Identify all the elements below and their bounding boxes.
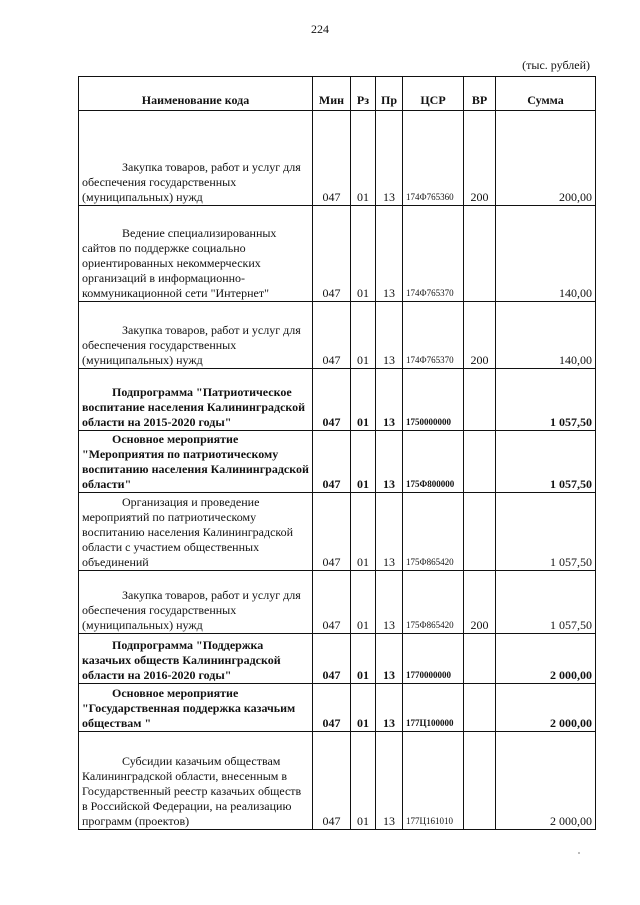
header-sum: Сумма — [496, 77, 596, 111]
row-pr: 13 — [376, 369, 403, 431]
row-sum: 2 000,00 — [496, 732, 596, 830]
row-vr: 200 — [464, 302, 496, 369]
row-vr: 200 — [464, 111, 496, 206]
row-sum: 1 057,50 — [496, 571, 596, 634]
row-min: 047 — [313, 732, 351, 830]
row-sum: 2 000,00 — [496, 684, 596, 732]
row-rz: 01 — [351, 634, 376, 684]
row-rz: 01 — [351, 571, 376, 634]
row-pr: 13 — [376, 206, 403, 302]
row-name: Основное мероприятие "Мероприятия по патриотическому воспитанию населения Калининградской области" — [79, 431, 313, 493]
row-min: 047 — [313, 431, 351, 493]
row-rz: 01 — [351, 206, 376, 302]
row-pr: 13 — [376, 634, 403, 684]
table-row — [79, 302, 596, 369]
row-name: Основное мероприятие "Государственная поддержка казачьим обществам " — [79, 684, 313, 732]
row-sum: 1 057,50 — [496, 493, 596, 571]
row-pr: 13 — [376, 111, 403, 206]
row-rz: 01 — [351, 684, 376, 732]
row-csr: 177Ц100000 — [403, 684, 464, 732]
row-csr: 177Ц161010 — [403, 732, 464, 830]
row-pr: 13 — [376, 302, 403, 369]
row-csr: 174Ф765370 — [403, 206, 464, 302]
row-rz: 01 — [351, 302, 376, 369]
header-pr: Пр — [376, 77, 403, 111]
row-name: Подпрограмма "Патриотическое воспитание населения Калининградской области на 2015-2020 годы" — [79, 369, 313, 431]
row-name: Закупка товаров, работ и услуг для обеспечения государственных (муниципальных) нужд — [79, 302, 313, 369]
row-rz: 01 — [351, 493, 376, 571]
units-label: (тыс. рублей) — [522, 58, 590, 72]
row-pr: 13 — [376, 732, 403, 830]
page-number: 224 — [311, 22, 329, 36]
row-vr — [464, 431, 496, 493]
row-name: Подпрограмма "Поддержка казачьих обществ Калининградской области на 2016-2020 годы" — [79, 634, 313, 684]
table-row — [79, 732, 596, 830]
table-row — [79, 684, 596, 732]
table-header-row — [79, 77, 596, 111]
row-sum: 140,00 — [496, 302, 596, 369]
row-min: 047 — [313, 634, 351, 684]
row-csr: 175Ф865420 — [403, 493, 464, 571]
header-vr: ВР — [464, 77, 496, 111]
row-sum: 2 000,00 — [496, 634, 596, 684]
row-min: 047 — [313, 111, 351, 206]
row-min: 047 — [313, 684, 351, 732]
row-csr: 1770000000 — [403, 634, 464, 684]
row-csr: 175Ф800000 — [403, 431, 464, 493]
row-pr: 13 — [376, 571, 403, 634]
table-row — [79, 634, 596, 684]
row-pr: 13 — [376, 493, 403, 571]
row-name: Ведение специализированных сайтов по поддержке социально ориентированных некоммерческих организаций в информационно-коммуникационной сети "Интернет" — [79, 206, 313, 302]
row-vr — [464, 634, 496, 684]
row-name: Закупка товаров, работ и услуг для обеспечения государственных (муниципальных) нужд — [79, 111, 313, 206]
budget-table — [78, 76, 596, 830]
row-csr: 174Ф765360 — [403, 111, 464, 206]
scan-speck — [578, 852, 580, 854]
row-csr: 175Ф865420 — [403, 571, 464, 634]
row-min: 047 — [313, 369, 351, 431]
row-vr — [464, 493, 496, 571]
row-pr: 13 — [376, 684, 403, 732]
row-min: 047 — [313, 493, 351, 571]
table-row — [79, 493, 596, 571]
row-rz: 01 — [351, 111, 376, 206]
row-sum: 1 057,50 — [496, 369, 596, 431]
row-rz: 01 — [351, 732, 376, 830]
row-sum: 200,00 — [496, 111, 596, 206]
header-min: Мин — [313, 77, 351, 111]
row-vr — [464, 732, 496, 830]
row-vr — [464, 684, 496, 732]
row-vr: 200 — [464, 571, 496, 634]
row-min: 047 — [313, 571, 351, 634]
row-sum: 1 057,50 — [496, 431, 596, 493]
table-row — [79, 111, 596, 206]
header-rz: Рз — [351, 77, 376, 111]
row-rz: 01 — [351, 369, 376, 431]
table-row — [79, 571, 596, 634]
row-vr — [464, 206, 496, 302]
header-csr: ЦСР — [403, 77, 464, 111]
row-sum: 140,00 — [496, 206, 596, 302]
table-row — [79, 206, 596, 302]
table-row — [79, 431, 596, 493]
row-name: Субсидии казачьим обществам Калининградской области, внесенным в Государственный реестр казачьих обществ в Российской Федерации, на реализацию программ (проектов) — [79, 732, 313, 830]
row-name: Организация и проведение мероприятий по патриотическому воспитанию населения Калининградской области с участием общественных объединений — [79, 493, 313, 571]
row-csr: 1750000000 — [403, 369, 464, 431]
row-csr: 174Ф765370 — [403, 302, 464, 369]
table-row — [79, 369, 596, 431]
row-rz: 01 — [351, 431, 376, 493]
row-name: Закупка товаров, работ и услуг для обеспечения государственных (муниципальных) нужд — [79, 571, 313, 634]
header-name: Наименование кода — [79, 77, 313, 111]
row-min: 047 — [313, 206, 351, 302]
row-pr: 13 — [376, 431, 403, 493]
row-min: 047 — [313, 302, 351, 369]
row-vr — [464, 369, 496, 431]
